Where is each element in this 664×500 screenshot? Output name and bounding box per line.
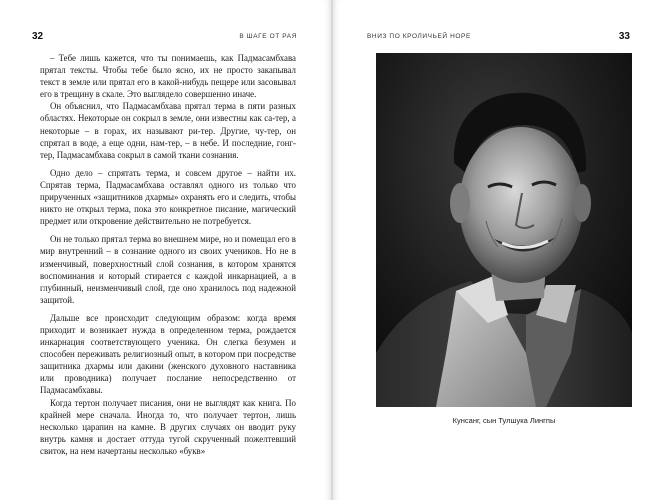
right-page <box>333 0 664 500</box>
paragraph: Дальше все происходит следующим образом: когда время приходит и возникает нужда в определенном терма, рождается инкарнация соответствующего ученика. Он слегка безумен и способен переживать религиозный опыт, в котором при посредстве защитника дхармы или дакини (женского духовного наставника или проводника) получает послание непосредственно от Падмасамбхавы. <box>40 312 296 396</box>
paragraph: Он объяснил, что Падмасамбхава прятал терма в пяти разных областях. Некоторые он сокрыл в земле, они известны как са-тер, а некоторые – в горах, их называют ри-тер. Другие, чу-тер, он спрятал в воде, а еще одни, нам-тер, – в небе. И последние, гонг-тер, Падмасамбхава сокрыл в самой ткани сознания. <box>40 101 296 160</box>
photo-caption: Кунсанг, сын Тулшука Лингпы <box>452 416 556 425</box>
portrait-photo <box>376 53 632 407</box>
running-head-right: ВНИЗ ПО КРОЛИЧЬЕЙ НОРЕ <box>367 33 471 40</box>
page-number-right: 33 <box>618 31 630 42</box>
paragraph: Когда тертон получает писания, они не выглядят как книга. По крайней мере сначала. Иногда то, что получает тертон, лишь несколько царапин на камне. В других случаях он вводит руку внутрь камня и достает оттуда тугой скрученный пожелтевший свиток, на нем начертаны несколько «букв» <box>40 397 296 456</box>
paragraph: Он не только прятал терма во внешнем мире, но и помещал его в мир внутренний – в сознание одного из своих учеников. Но не в изменчивый, поверхностный слой сознания, в котором хранятся воспоминания и который стирается с каждой инкарнацией, а в глубинный, неизменчивый слой, где оно хранилось под надежной защитой. <box>40 234 296 305</box>
body-text <box>40 52 296 457</box>
page-number-left: 32 <box>32 31 44 42</box>
paragraph: – Тебе лишь кажется, что ты понимаешь, как Падмасамбхава прятал тексты. Чтобы тебе было ясно, их не просто закапывал текст в земле или прятал его в какой-нибудь пещере или засовывал его в трещину в скале. Это выглядело совершенно иначе. <box>40 53 296 100</box>
paragraph: Одно дело – спрятать терма, и совсем другое – найти их. Спрятав терма, Падмасамбхава оставлял одного из только что прирученных «защитников дхармы» охранять его и следить, чтобы никто не открыл терма, пока это конкретное писание, магический предмет или откровение действительно не потребуется. <box>40 167 296 227</box>
running-head-left: В ШАГЕ ОТ РАЯ <box>239 33 297 40</box>
portrait-image <box>376 53 632 407</box>
left-page <box>0 0 331 500</box>
